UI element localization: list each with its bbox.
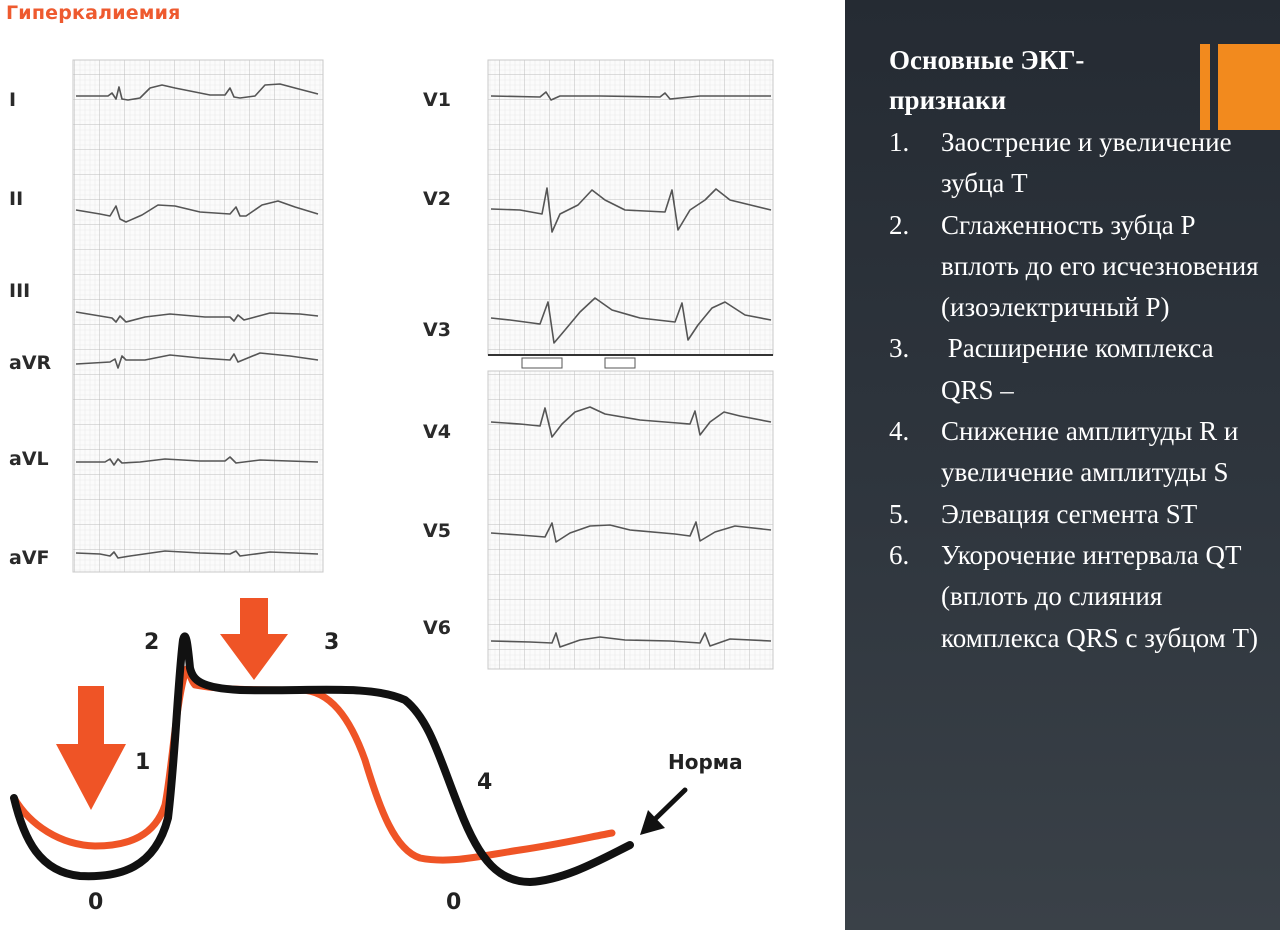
lead-label-V5: V5 — [423, 520, 451, 542]
chest-leads-strip-bottom — [488, 371, 773, 669]
down-arrow-icon-2 — [220, 598, 288, 680]
slide-title: Гиперкалиемия — [6, 2, 181, 24]
phase-label-0-right: 0 — [446, 890, 462, 915]
list-item: 2. Сглаженность зубца Р вплоть до его исчезновения (изоэлектричный Р) — [889, 209, 1259, 323]
signs-panel — [845, 0, 1280, 930]
ecg-signs-list — [889, 122, 1269, 659]
list-item: 1. Заострение и увеличение зубца Т — [889, 127, 1232, 199]
norm-pointer-line — [652, 790, 685, 822]
phase-label-2: 2 — [144, 630, 160, 655]
lead-label-II: II — [9, 188, 24, 210]
lead-label-III: III — [9, 280, 31, 302]
list-item: 5. Элевация сегмента ST — [889, 498, 1198, 529]
lead-label-aVL: aVL — [9, 448, 49, 470]
lead-label-V1: V1 — [423, 89, 451, 111]
phase-label-4: 4 — [477, 770, 493, 795]
accent-decoration — [1200, 44, 1280, 130]
lead-label-V4: V4 — [423, 421, 451, 443]
norm-label: Норма — [668, 750, 743, 774]
calibration-band — [488, 355, 773, 371]
panel-heading: Основные ЭКГ-признаки — [889, 45, 1085, 115]
list-item: 4. Снижение амплитуды R и увеличение амплитуды S — [889, 416, 1239, 488]
lead-label-aVR: aVR — [9, 352, 52, 374]
down-arrow-icon-1 — [56, 686, 126, 810]
phase-label-3: 3 — [324, 630, 340, 655]
chest-leads-strip-top — [488, 60, 773, 355]
lead-label-V2: V2 — [423, 188, 451, 210]
lead-label-aVF: aVF — [9, 547, 50, 569]
lead-label-V3: V3 — [423, 319, 451, 341]
phase-label-0-left: 0 — [88, 890, 104, 915]
lead-label-I: I — [9, 89, 17, 111]
lead-label-V6: V6 — [423, 617, 451, 639]
list-item: 6. Укорочение интервала QT (вплоть до слияния комплекса QRS с зубцом Т) — [889, 539, 1258, 653]
list-item: 3. Расширение комплекса QRS – — [889, 333, 1221, 405]
phase-label-1: 1 — [135, 750, 151, 775]
